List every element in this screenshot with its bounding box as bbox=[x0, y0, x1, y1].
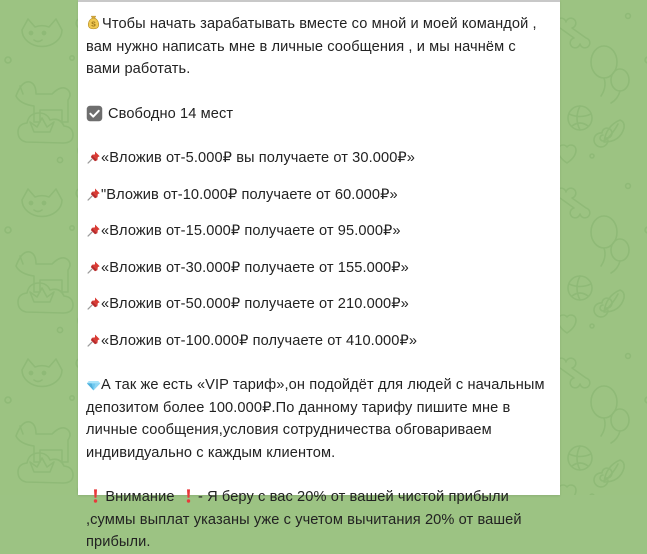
tariff-text: «Вложив от-100.000₽ получаете от 410.000₽» bbox=[101, 332, 418, 349]
pushpin-icon bbox=[86, 150, 101, 165]
pushpin-icon bbox=[86, 223, 101, 238]
tariff-line bbox=[86, 257, 548, 280]
tariff-line bbox=[86, 147, 548, 170]
exclamation-mark-icon bbox=[183, 488, 194, 504]
tariff-text: «Вложив от-15.000₽ получаете от 95.000₽» bbox=[101, 223, 401, 239]
check-mark-box-icon bbox=[86, 105, 103, 122]
pushpin-icon bbox=[86, 296, 101, 311]
intro-paragraph bbox=[86, 13, 548, 81]
tariff-line bbox=[86, 293, 548, 316]
warning-label: Внимание bbox=[105, 489, 175, 505]
exclamation-mark-icon bbox=[90, 488, 101, 504]
tariff-text: "Вложив от-10.000₽ получаете от 60.000₽» bbox=[101, 186, 398, 203]
money-bag-icon bbox=[86, 15, 101, 30]
vip-paragraph bbox=[86, 374, 548, 464]
warning-text: - Я беру с вас 20% от вашей чистой прибыли ,суммы выплат указаны уже с учетом вычитания 20% от вашей прибыли. bbox=[86, 489, 522, 550]
warning-paragraph bbox=[86, 486, 548, 554]
tariff-line bbox=[86, 220, 548, 243]
intro-text: Чтобы начать зарабатывать вместе со мной и моей командой , вам нужно написать мне в личные сообщения , и мы начнём с вами работать. bbox=[86, 16, 537, 77]
free-slots-line bbox=[86, 103, 548, 126]
tariff-text: «Вложив от-50.000₽ получаете от 210.000₽» bbox=[101, 296, 409, 312]
tariff-line bbox=[86, 184, 548, 207]
diamond-icon bbox=[86, 377, 101, 392]
pushpin-icon bbox=[86, 260, 101, 275]
tariff-text: «Вложив от-30.000₽ получаете от 155.000₽» bbox=[101, 259, 409, 276]
tariff-text: «Вложив от-5.000₽ вы получаете от 30.000₽» bbox=[101, 150, 416, 166]
vip-text: А так же есть «VIP тариф»,он подойдёт для людей с начальным депозитом более 100.000₽.По данному тарифу пишите мне в личные сообщения,условия сотрудничества обговариваем индивидуально с каждым клиентом. bbox=[86, 377, 545, 461]
tariff-line bbox=[86, 330, 548, 353]
message-bubble[interactable] bbox=[78, 0, 560, 550]
pushpin-icon bbox=[86, 187, 101, 202]
svg-text:S: S bbox=[91, 21, 96, 29]
pushpin-icon bbox=[86, 333, 101, 348]
free-slots-text: Свободно 14 мест bbox=[108, 105, 234, 122]
message-body bbox=[86, 0, 548, 554]
